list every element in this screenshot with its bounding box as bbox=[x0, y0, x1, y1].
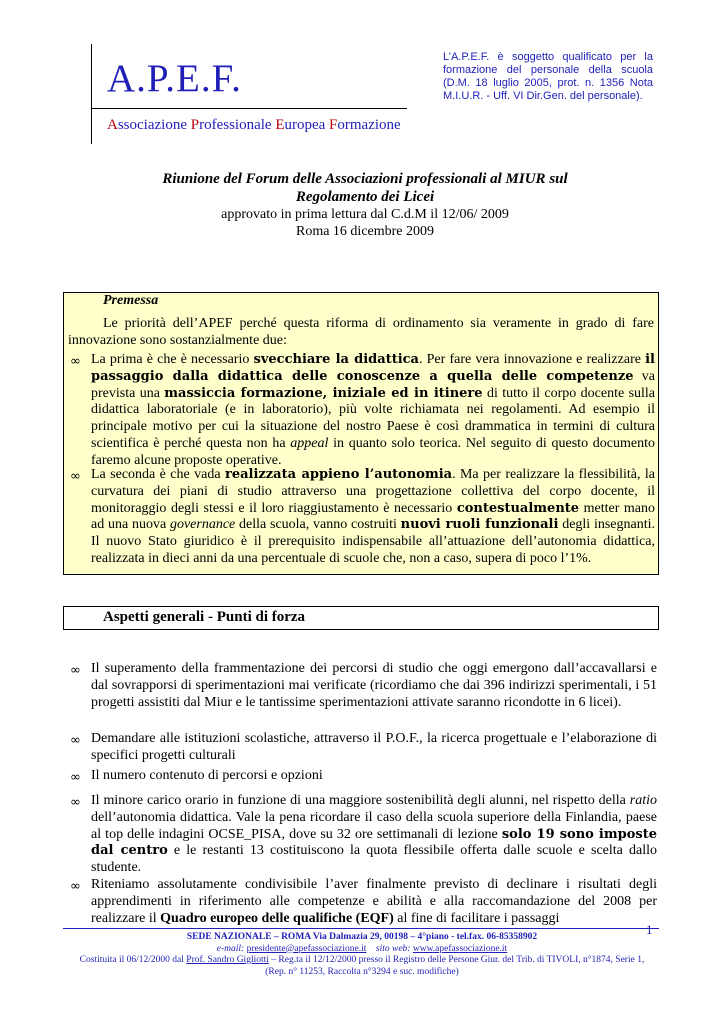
premessa-bullet-1: La prima è che è necessario svecchiare la didattica. Per fare vera innovazione e realizzare il passaggio dalla didattica delle conoscenze a quella delle competenze va prevista una massiccia formazione, iniziale ed in itinere di tutto il corpo docente sulla didattica laboratoriale (e in laboratorio), più volte richiamata nei regolamenti. Ad esempio il principale motivo per cui la situazione del nostro Paese è così drammatica in termini di cultura scientifica è perché questa non ha appeal in quanto solo teorica. Nel seguito di questo documento faremo alcune proposte operative. bbox=[91, 352, 656, 468]
bullet-infinity-icon: ∞ bbox=[70, 795, 81, 810]
aspetti-heading: Aspetti generali - Punti di forza bbox=[103, 609, 306, 625]
bullet-infinity-icon: ∞ bbox=[70, 733, 81, 748]
aspetti-item-3: Il numero contenuto di percorsi e opzioni bbox=[91, 768, 323, 783]
bullet-infinity-icon: ∞ bbox=[70, 663, 81, 678]
title-date: Roma 16 dicembre 2009 bbox=[295, 224, 435, 239]
bullet-infinity-icon: ∞ bbox=[70, 879, 81, 894]
aspetti-item-1: Il superamento della frammentazione dei percorsi di studio che oggi emergono dall’accavallarsi e dal sovrapporsi di sperimentazioni mai verificate (ricordiamo che dai 396 indirizzi sperimentali, i 51 progetti assistiti dal Miur e le tantissime sperimentazioni attivate saranno ricondotte in 6 licei). bbox=[91, 661, 657, 710]
footer-headquarters: SEDE NAZIONALE – ROMA Via Dalmazia 29, 00198 – 4°piano - tel.fax. 06-85358902 bbox=[186, 932, 538, 942]
footer-email-link[interactable]: presidente@apefassociazione.it bbox=[246, 943, 367, 954]
footer-contacts: e-mail: presidente@apefassociazione.it sito web: www.apefassociazione.it bbox=[216, 943, 508, 954]
footer-founder-link[interactable]: Prof. Sandro Gigliotti bbox=[186, 955, 269, 965]
header-qualification-note: L’A.P.E.F. è soggetto qualificato per la formazione del personale della scuola (D.M. 18 luglio 2005, prot. n. 1356 Nota M.I.U.R. - Uff. VI Dir.Gen. del personale). bbox=[443, 51, 653, 102]
bullet-infinity-icon: ∞ bbox=[70, 770, 81, 785]
header-vertical-rule bbox=[91, 44, 92, 144]
footer-website-link[interactable]: www.apefassociazione.it bbox=[412, 943, 508, 954]
premessa-heading: Premessa bbox=[103, 293, 159, 308]
bullet-infinity-icon: ∞ bbox=[70, 354, 81, 369]
document-title-block bbox=[100, 170, 630, 240]
title-line-2: Regolamento dei Licei bbox=[295, 189, 435, 205]
footer-registration-rep: (Rep. n° 11253, Raccolta n°3294 e suc. modifiche) bbox=[265, 966, 459, 977]
page-number: 1 bbox=[646, 922, 653, 937]
aspetti-item-4: Il minore carico orario in funzione di una maggiore sostenibilità degli alunni, nel rispetto della ratio dell’autonomia didattica. Vale la pena ricordare il caso della scuola superiore della Finlandia, paese al top delle indagini OCSE_PISA, dove su 32 ore settimanali di lezione solo 19 sono imposte dal centro e le restanti 13 costituiscono la quota flessibile offerta dalle scuole e scelta dallo studente. bbox=[91, 793, 657, 876]
title-line-1: Riunione del Forum delle Associazioni professionali al MIUR sul bbox=[162, 171, 568, 187]
aspetti-item-5: Riteniamo assolutamente condivisibile l’aver finalmente previsto di declinare i risultati degli apprendimenti in riferimento alle competenze e abilità e alla raccomandazione del 2008 per realizzare il Quadro europeo delle qualifiche (EQF) al fine di facilitare i passaggi bbox=[91, 877, 657, 926]
premessa-intro: Le priorità dell’APEF perché questa riforma di ordinamento sia veramente in grado di fare innovazione sono sostanzialmente due: bbox=[68, 316, 654, 348]
logo-text: A.P.E.F. bbox=[107, 57, 242, 100]
footer-address bbox=[60, 932, 664, 978]
footer-rule bbox=[63, 928, 659, 929]
header-horizontal-rule bbox=[91, 108, 407, 109]
premessa-bullet-2: La seconda è che vada realizzata appieno l’autonomia. Ma per realizzare la flessibilità, la curvatura dei piani di studio attraverso una progettazione collettiva del corpo docente, il monitoraggio degli stessi e il loro riaggiustamento è necessario contestualmente metter mano ad una nuova governance della scuola, vanno costruiti nuovi ruoli funzionali degli insegnanti. Il nuovo Stato giuridico è il prerequisito indispensabile all’attuazione dell’autonomia didattica, realizzata in dieci anni da una percentuale di scuole che, non a caso, supera di poco l’1%. bbox=[91, 467, 655, 566]
footer-registration: Costituita il 06/12/2000 dal Prof. Sandro Gigliotti – Reg.ta il 12/12/2000 presso il Registro delle Persone Giur. del Trib. di TIVOLI, n°1874, Serie 1, bbox=[79, 955, 645, 965]
title-subtitle: approvato in prima lettura dal C.d.M il 12/06/ 2009 bbox=[221, 207, 509, 222]
bullet-infinity-icon: ∞ bbox=[70, 469, 81, 484]
association-name: Associazione Professionale Europea Formazione bbox=[107, 117, 401, 133]
aspetti-item-2: Demandare alle istituzioni scolastiche, attraverso il P.O.F., la ricerca progettuale e l’elaborazione di specifici progetti culturali bbox=[91, 731, 657, 763]
